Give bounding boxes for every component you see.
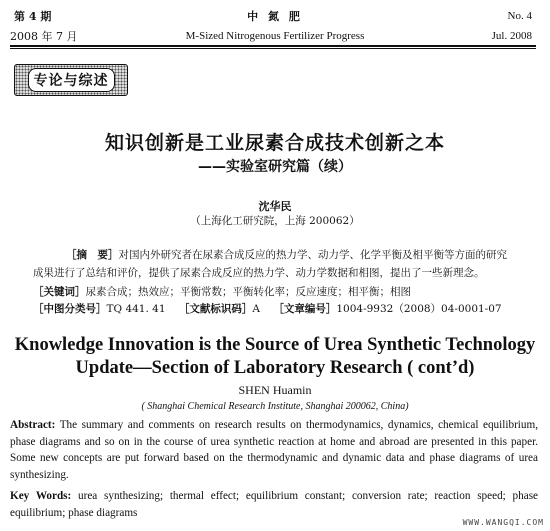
keywords-en-text: urea synthesizing; thermal effect; equilibrium constant; conversion rate; reaction speed; phase equilibrium; phase diagrams <box>10 490 539 519</box>
article-number-value: 1004-9932（2008）04-0001-07 <box>336 303 502 315</box>
subtitle-cn: ——实验室研究篇（续） <box>198 159 352 175</box>
title-en-line1: Knowledge Innovation is the Source of Urea Synthetic Technology <box>14 335 536 355</box>
keywords-en-label: Key Words: <box>10 490 72 502</box>
doc-code-label: ［文献标识码］ <box>178 303 253 315</box>
abstract-en <box>10 417 538 483</box>
header-rule-top <box>10 45 536 47</box>
abstract-en-label: Abstract: <box>10 419 56 431</box>
abstract-cn-line1 <box>66 248 506 262</box>
title-cn: 知识创新是工业尿素合成技术创新之本 <box>104 132 445 154</box>
keywords-cn-text: 尿素合成；热效应；平衡常数；平衡转化率；反应速度；相平衡；相图 <box>85 286 411 298</box>
date-cn: 2008 年 7 月 <box>10 30 78 43</box>
header-rule-bottom <box>10 48 536 49</box>
keywords-cn <box>33 285 411 299</box>
keywords-cn-label: ［关键词］ <box>33 286 86 298</box>
affiliation-cn: （上海化工研究院，上海 200062） <box>190 215 360 227</box>
abstract-cn-label: ［摘 要］ <box>66 249 119 261</box>
keywords-en <box>10 488 538 521</box>
title-en-line2: Update—Section of Laboratory Research ( cont’d) <box>75 358 475 378</box>
journal-name-en: M-Sized Nitrogenous Fertilizer Progress <box>185 30 365 42</box>
issue-number-cn: 第 4 期 <box>14 10 52 23</box>
abstract-cn-text1: 对国内外研究者在尿素合成反应的热力学、动力学、化学平衡及相平衡等方面的研究 <box>118 249 507 261</box>
abstract-en-text: The summary and comments on research results on thermodynamics, dynamics, chemical equilibrium, phase diagrams and so on in the course of urea synthetic reaction at home and abroad are presented in this paper. Some new concepts are put forward based on the thermodynamic and dynamic data and phase diagrams of urea synthesizing. <box>10 419 538 481</box>
doc-code-value: A <box>252 303 260 315</box>
affiliation-en: ( Shanghai Chemical Research Institute, Shanghai 200062, China) <box>141 401 409 412</box>
author-cn: 沈华民 <box>258 200 292 213</box>
clc-label: ［中图分类号］ <box>33 303 107 315</box>
date-en: Jul. 2008 <box>491 30 532 42</box>
author-en: SHEN Huamin <box>238 383 312 397</box>
watermark: WWW.WANGQI.COM <box>462 518 544 527</box>
classification-line <box>33 302 502 316</box>
section-badge-label: 专论与综述 <box>28 68 115 92</box>
abstract-cn-line2: 成果进行了总结和评价，提供了尿素合成反应的热力学、动力学数据和相图，提出了一些新理念。 <box>33 267 485 279</box>
clc-value: TQ 441. 41 <box>106 303 166 315</box>
article-number-label: ［文章编号］ <box>273 303 337 315</box>
journal-name-cn: 中 氮 肥 <box>247 10 303 23</box>
section-badge <box>14 64 128 96</box>
issue-number-en: No. 4 <box>507 10 532 22</box>
